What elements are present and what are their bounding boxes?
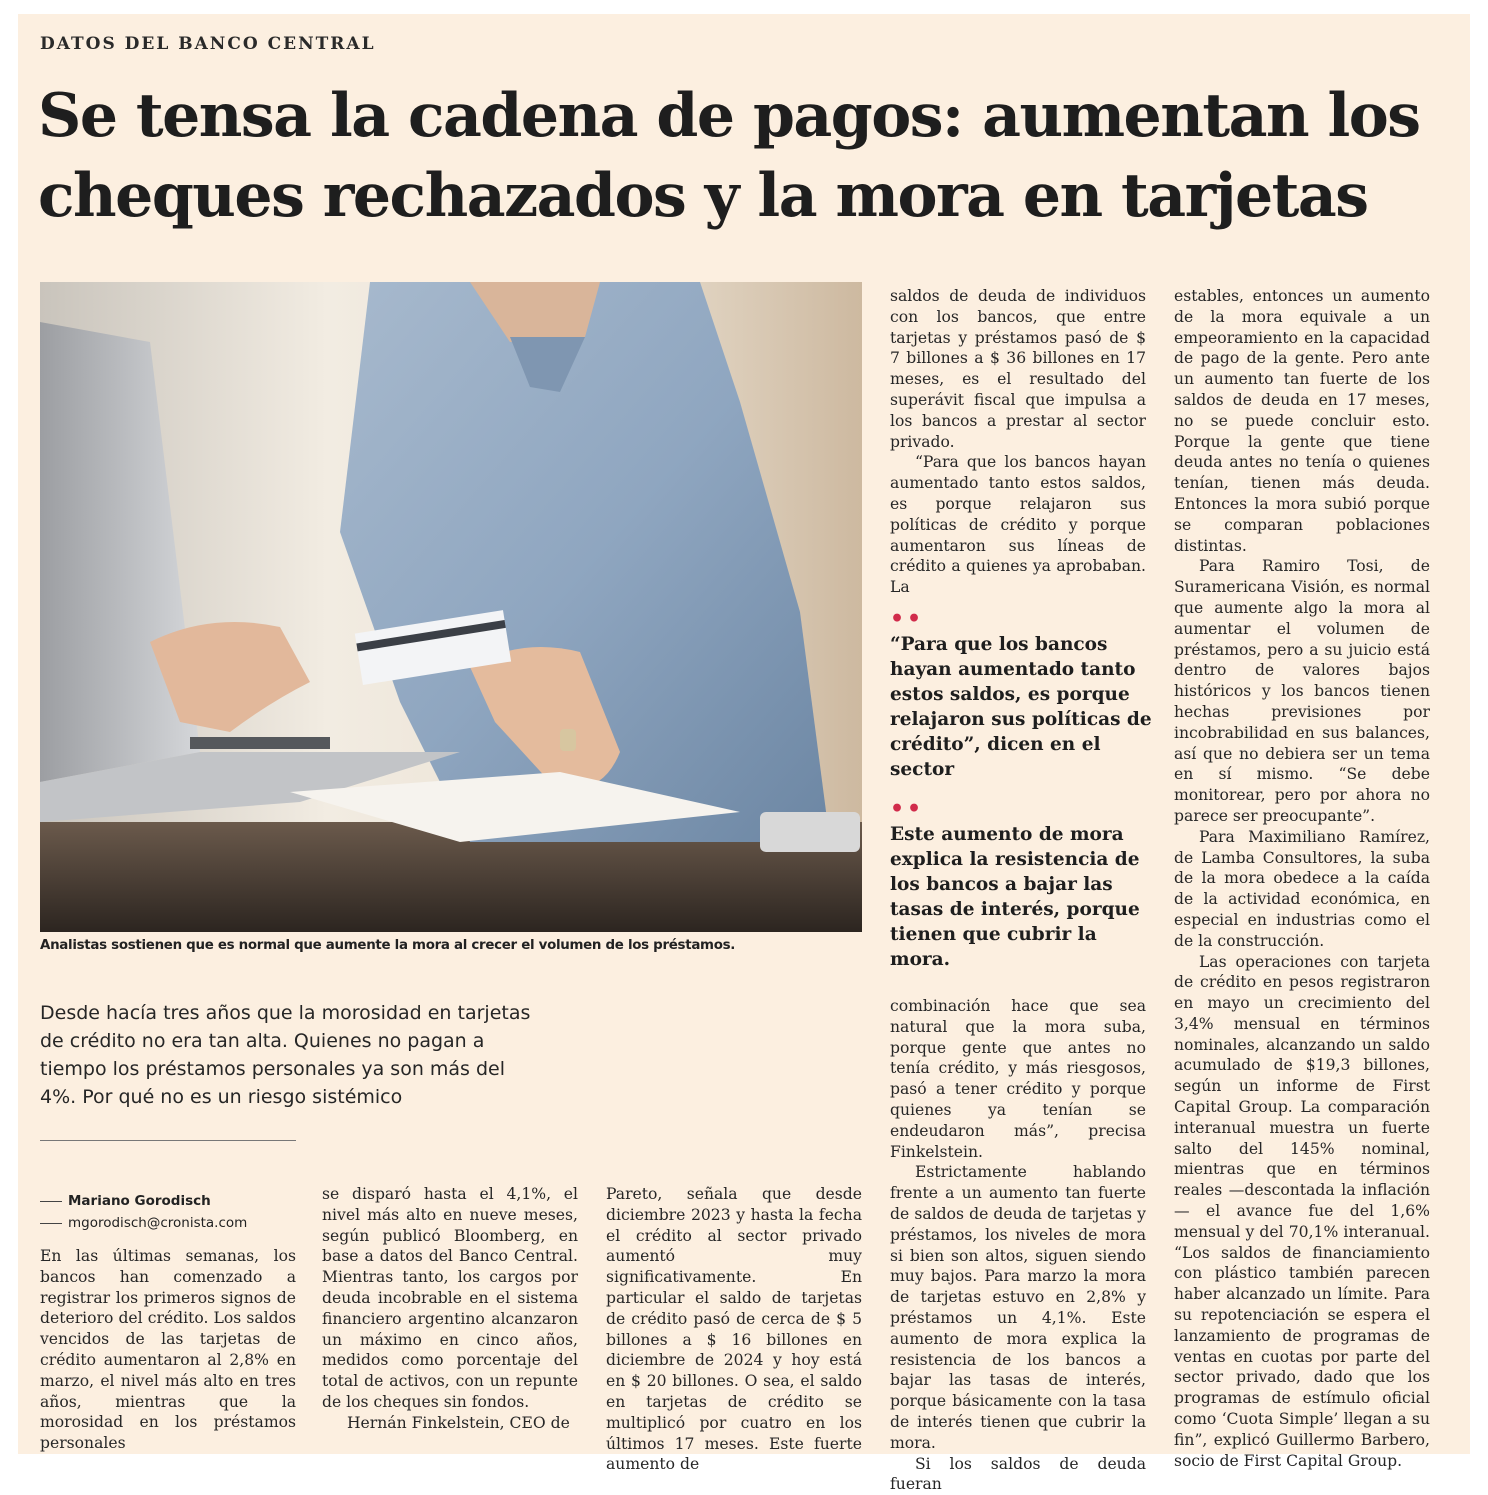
- byline: [40, 1190, 247, 1234]
- byline-dash: [40, 1201, 62, 1202]
- paragraph: Hernán Finkelstein, CEO de: [346, 1413, 570, 1432]
- byline-dash: [40, 1223, 62, 1224]
- person-laptop-credit-card-photo-icon: [40, 282, 862, 932]
- pull-quote-1: [890, 606, 1152, 782]
- article-dek: Desde hacía tres años que la morosidad en tarjetas de crédito no era tan alta. Quienes no pagan a tiempo los préstamos personales ya son más del 4%. Por qué no es un riesgo sistémico: [40, 1002, 531, 1108]
- text-column-4-bottom: [890, 996, 1146, 1495]
- divider-rule: [40, 1140, 296, 1141]
- paragraph: saldos de deuda de individuos con los bancos, que entre tarjetas y préstamos pasó de $ 7 billones a $ 36 billones en 17 meses, es el resultado del superávit fiscal que impulsa a los bancos a prestar al sector privado.: [890, 287, 1146, 451]
- paragraph: Para Maximiliano Ramírez, de Lamba Consultores, la suba de la mora obedece a la caída de la actividad económica, en especial en industrias como el de la construcción.: [1174, 827, 1430, 950]
- paragraph: combinación hace que sea natural que la mora suba, porque gente que antes no tenía crédito, y más riesgosos, pasó a tener crédito y porque quienes ya tenían se endeudaron más”, precisa Finkelstein.: [890, 997, 1146, 1161]
- headline: Se tensa la cadena de pagos: aumentan los cheques rechazados y la mora en tarjetas: [38, 81, 1420, 231]
- paragraph: estables, entonces un aumento de la mora equivale a un empeoramiento en la capacidad de pago de la gente. Pero ante un aumento tan fuerte de los saldos de deuda en 17 meses, no se puede concluir esto. Porque la gente que tiene deuda antes no tenía o quienes tenían, tienen más deuda. Entonces la mora subió porque se comparan poblaciones distintas.: [1174, 287, 1430, 555]
- text-column-1: [40, 1246, 296, 1454]
- paragraph: En las últimas semanas, los bancos han comenzado a registrar los primeros signos de deterioro del crédito. Los saldos vencidos de las tarjetas de crédito aumentaron al 2,8% en marzo, el nivel más alto en tres años, mientras que la morosidad en los préstamos personales: [40, 1247, 296, 1453]
- author-name: Mariano Gorodisch: [68, 1193, 211, 1209]
- quote-marker: ••: [890, 796, 925, 822]
- text-column-5: [1174, 286, 1430, 1471]
- photo-caption: Analistas sostienen que es normal que aumente la mora al crecer el volumen de los préstamos.: [40, 938, 736, 953]
- text-column-3: [606, 1184, 862, 1475]
- article-photo: [40, 282, 862, 932]
- paragraph: “Para que los bancos hayan aumentado tanto estos saldos, es porque relajaron sus políticas de crédito y porque aumentaron sus líneas de crédito a quienes ya aprobaban. La: [890, 453, 1146, 597]
- paragraph: Estrictamente hablando frente a un aumento tan fuerte de saldos de deuda de tarjetas y préstamos, los niveles de mora si bien son altos, siguen siendo muy bajos. Para marzo la mora de tarjetas estuvo en 2,8% y préstamos un 4,1%. Este aumento de mora explica la resistencia de los bancos a bajar las tasas de interés, porque básicamente con la tasa de interés tienen que cubrir la mora.: [890, 1163, 1146, 1452]
- section-label: DATOS DEL BANCO CENTRAL: [40, 34, 376, 54]
- paragraph: se disparó hasta el 4,1%, el nivel más alto en nueve meses, según publicó Bloomberg, en base a datos del Banco Central. Mientras tanto, los cargos por deuda incobrable en el sistema financiero argentino alcanzaron un máximo en cinco años, medidos como porcentaje del total de activos, con un repunte de los cheques sin fondos.: [322, 1185, 578, 1411]
- pull-quote-2: [890, 796, 1152, 972]
- text-column-2: [322, 1184, 578, 1434]
- paragraph: Para Ramiro Tosi, de Suramericana Visión, es normal que aumente algo la mora al aumentar el volumen de préstamos, pero a su juicio está dentro de valores bajos históricos y los bancos tienen hechas previsiones por incobrabilidad en sus balances, así que no debiera ser un tema en sí mismo. “Se debe monitorear, pero por ahora no parece ser preocupante”.: [1174, 557, 1430, 825]
- text-column-4-top: [890, 286, 1146, 598]
- pull-quote-text: “Para que los bancos hayan aumentado tanto estos saldos, es porque relajaron sus políticas de crédito”, dicen en el sector: [890, 634, 1152, 780]
- author-email: mgorodisch@cronista.com: [68, 1215, 248, 1231]
- quote-marker: ••: [890, 606, 925, 632]
- paragraph: Pareto, señala que desde diciembre 2023 y hasta la fecha el crédito al sector privado aumentó muy significativamente. En particular el saldo de tarjetas de crédito pasó de cerca de $ 5 billones a $ 16 billones en diciembre de 2024 y hoy está en $ 20 billones. O sea, el saldo en tarjetas de crédito se multiplicó por cuatro en los últimos 17 meses. Este fuerte aumento de: [606, 1185, 862, 1474]
- paragraph: Si los saldos de deuda fueran: [890, 1454, 1146, 1494]
- paragraph: Las operaciones con tarjeta de crédito en pesos registraron en mayo un crecimiento del 3,4% mensual en términos nominales, alcanzando un saldo acumulado de $19,3 billones, según un informe de First Capital Group. La comparación interanual muestra un fuerte salto del 145% nominal, mientras que en términos reales —descontada la inflación— el avance fue del 1,6% mensual y del 70,1% interanual. “Los saldos de financiamiento con plástico también parecen haber alcanzado un límite. Para su repotenciación se espera el lanzamiento de programas de ventas en cuotas por parte del sector privado, dado que los programas de estímulo oficial como ‘Cuota Simple’ llegan a su fin”, explicó Guillermo Barbero, socio de First Capital Group.: [1174, 952, 1430, 1470]
- pull-quote-text: Este aumento de mora explica la resistencia de los bancos a bajar las tasas de interés, porque tienen que cubrir la mora.: [890, 824, 1140, 970]
- newspaper-page: [18, 14, 1470, 1494]
